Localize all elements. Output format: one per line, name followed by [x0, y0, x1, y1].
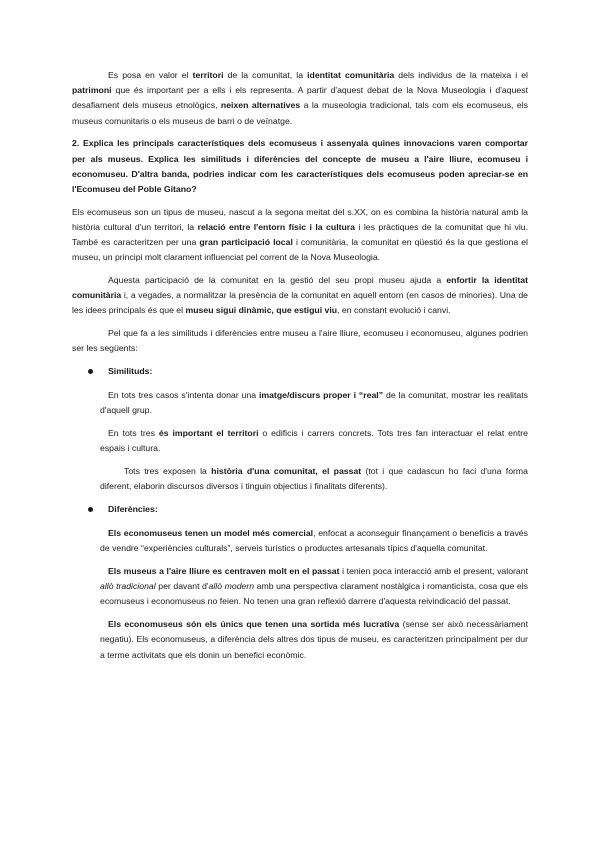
similitud-2	[72, 426, 528, 456]
bullet-label: Similituds:	[108, 365, 153, 376]
bullet-dot-icon	[88, 369, 93, 374]
bullet-dot-icon	[88, 507, 93, 512]
similitud-3	[72, 464, 528, 494]
bold-text: imatge/discurs proper i “real”	[258, 390, 384, 401]
text: amb una perspectiva clarament nostàlgica i romanticista, cosa que els ecomuseus i economuseus no feien. No tenen una gran reflexió darrere d'aquesta reivindicació del passat.	[100, 581, 528, 607]
text: a la museologia tradicional, tals com els ecomuseus, els museus comunitaris o els museus de barri o de veïnatge.	[72, 100, 529, 126]
bold-text: patrimoni	[72, 85, 112, 96]
bold-text: identitat comunitària	[307, 70, 395, 80]
bold-text: relació entre l'entorn físic i la cultura	[197, 221, 356, 232]
text: Aquesta participació de la comunitat en la gestió del seu propi museu ajuda a	[108, 274, 447, 285]
question-heading: 2. Explica les principals característiques dels ecomuseus i assenyala quines innovacions varen comportar per als museus. Explica les similituds i diferències del concepte de museu a l'aire lliure, ecomuseu i economuseu. D'altra banda, podries indicar com les característiques dels ecomuseus poden apreciar-se en l'Ecomuseu del Poble Gitano?	[72, 138, 528, 194]
text: o edificis i carrers concrets. Tots tres fan interactuar el relat entre espais i cultura.	[100, 428, 528, 454]
text: i, a vegades, a normalitzar la presència de la comunitat en aquell entorn (en casos de minories). Una de les idees principals és que el	[72, 290, 528, 316]
text: Els ecomuseus son un tipus de museu, nascut a la segona meitat del s.XX, on es combina la història natural amb la història cultural d'un territori, la	[72, 206, 528, 232]
bold-text: museu sigui dinàmic, que estigui viu	[185, 305, 338, 316]
similitud-1	[72, 388, 528, 418]
text: , en constant evolució i canvi.	[337, 305, 451, 316]
document-page	[72, 68, 528, 670]
bold-text: enfortir la identitat comunitària	[72, 274, 529, 301]
paragraph-intro-comparison: Pel que fa a les similituds i diferències entre museu a l'aire lliure, ecomuseu i economuseu, algunes podrien ser les següents:	[72, 328, 528, 354]
diferencia-1	[72, 526, 528, 556]
text: per davant d'	[155, 581, 209, 592]
text: i les pràctiques de la comunitat que hi viu. També es caracteritzen per una	[72, 221, 529, 248]
text: dels individus de la mateixa i el	[394, 70, 528, 80]
bold-text: neixen alternatives	[220, 100, 301, 111]
text: de la comunitat, la	[223, 70, 308, 80]
bullet-diferencies	[72, 502, 528, 517]
italic-text: allò tradicional	[100, 581, 156, 592]
text: (sense ser això necessàriament negatiu). Els economuseus, a diferència dels altres dos tipus de museu, es caracteritzen principalment per dur a terme activitats que els donin un benefici econòmic.	[100, 619, 529, 660]
text: Tots tres exposen la	[124, 465, 212, 476]
text: En tots tres casos s'intenta donar una	[108, 390, 259, 401]
text: de la comunitat, mostrar les realitats d'aquell grup.	[100, 390, 528, 416]
text: (tot i que cadascun ho faci d'una forma diferent, elaborin discursos diversos i tinguin objectius i finalitats diferents).	[100, 465, 528, 492]
bold-text: és important el territori	[158, 428, 259, 439]
bold-text: Els museus a l'aire lliure es centraven molt en el passat	[108, 565, 340, 576]
diferencia-3	[72, 617, 528, 663]
text: que és important per a ells i els representa. A partir d'aquest debat de la Nova Museologia i d'aquest desafiament dels museus etnològics,	[72, 85, 528, 111]
bold-text: Els economuseus són els únics que tenen una sortida més lucrativa	[108, 619, 400, 630]
diferencia-2	[72, 564, 528, 610]
bold-text: història d'una comunitat, el passat	[211, 465, 362, 476]
bullet-label: Diferències:	[108, 503, 158, 514]
text: i comunitària, la comunitat en qüestió és la que gestiona el museu, un principi molt clarament influenciat pel corrent de la Nova Museologia.	[72, 237, 528, 263]
paragraph-participacio	[72, 273, 528, 319]
paragraph-patrimoni	[72, 68, 528, 129]
bold-text: gran participació local	[199, 237, 293, 248]
bullet-similituds	[72, 364, 528, 379]
text: i tenien poca interacció amb el present, valorant	[339, 565, 528, 576]
text: , enfocat a aconseguir finançament o beneficis a través de vendre “experiències culturals”, serveis turístics o productes artesanals típics d'aquella comunitat.	[100, 528, 528, 554]
paragraph-ecomuseus	[72, 205, 528, 266]
text: En tots tres	[108, 428, 159, 439]
bold-text: Els economuseus tenen un model més comercial	[108, 528, 314, 539]
italic-text: allò modern	[208, 581, 255, 592]
bold-text: territori	[192, 70, 224, 80]
text: Es posa en valor el	[108, 70, 193, 80]
